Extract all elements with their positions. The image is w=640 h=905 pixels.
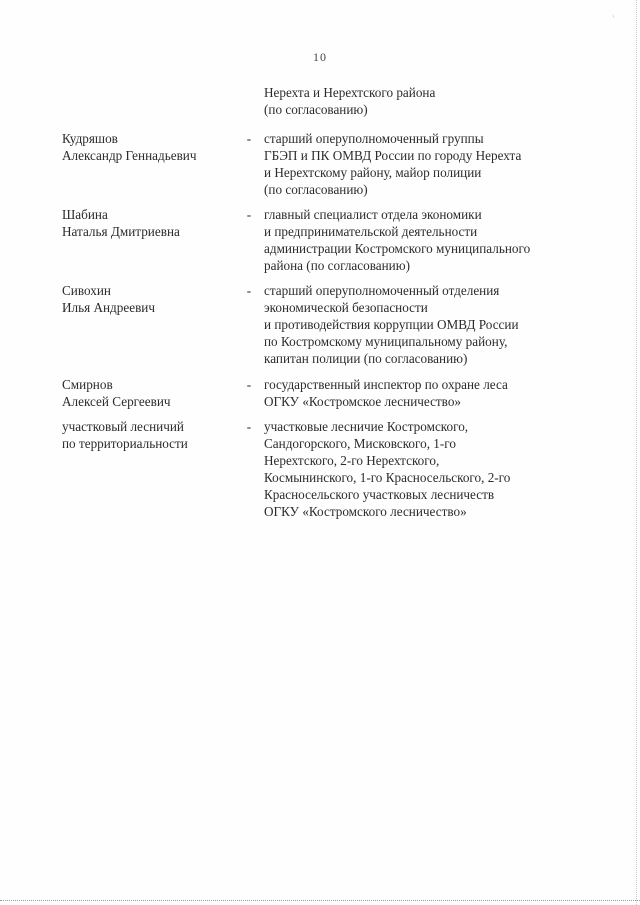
dash-separator: - (246, 207, 252, 222)
page-number: 10 (313, 50, 327, 64)
name-line: по территориальности (62, 436, 188, 451)
name-line: Наталья Дмитриевна (62, 224, 180, 239)
name-line: участковый лесничий (62, 419, 184, 434)
role-line: старший оперуполномоченный отделения (264, 283, 500, 298)
role-line: старший оперуполномоченный группы (264, 131, 484, 146)
name-line: Кудряшов (62, 131, 118, 146)
role-line: Сандогорского, Мисковского, 1-го (264, 436, 456, 451)
member-name (62, 130, 242, 164)
role-line: участковые лесничие Костромского, (264, 419, 469, 434)
dash-separator: - (246, 377, 252, 392)
dash-separator: - (246, 283, 252, 298)
scan-edge-bottom (0, 900, 640, 901)
name-line: Смирнов (62, 377, 113, 392)
name-line: Сивохин (62, 283, 111, 298)
member-name (62, 376, 242, 410)
role-line: по Костромскому муниципальному району, (264, 334, 508, 349)
name-line: Александр Геннадьевич (62, 148, 197, 163)
member-role (264, 376, 604, 410)
text-line: (по согласованию) (264, 102, 368, 117)
text-line: Нерехта и Нерехтского района (264, 85, 436, 100)
role-line: ГБЭП и ПК ОМВД России по городу Нерехта (264, 148, 522, 163)
role-line: Красносельского участковых лесничеств (264, 487, 495, 502)
role-line: и предпринимательской деятельности (264, 224, 478, 239)
member-name (62, 282, 242, 316)
scan-edge-right (636, 0, 637, 905)
role-line: капитан полиции (по согласованию) (264, 351, 468, 366)
role-line: экономической безопасности (264, 300, 428, 315)
role-line: и противодействия коррупции ОМВД России (264, 317, 519, 332)
role-line: ОГКУ «Костромского лесничество» (264, 504, 467, 519)
dash-separator: - (246, 131, 252, 146)
member-name (62, 206, 242, 240)
member-role (264, 130, 604, 198)
role-line: администрации Костромского муниципального (264, 241, 531, 256)
role-line: (по согласованию) (264, 182, 368, 197)
role-line: и Нерехтскому району, майор полиции (264, 165, 482, 180)
member-role (264, 206, 604, 274)
role-line: главный специалист отдела экономики (264, 207, 482, 222)
name-line: Илья Андреевич (62, 300, 155, 315)
role-line: государственный инспектор по охране леса (264, 377, 508, 392)
member-role (264, 282, 604, 367)
role-line: района (по согласованию) (264, 258, 410, 273)
member-name (62, 418, 242, 452)
continuation-text (264, 84, 584, 118)
name-line: Шабина (62, 207, 108, 222)
dash-separator: - (246, 419, 252, 434)
name-line: Алексей Сергеевич (62, 394, 171, 409)
member-role (264, 418, 604, 520)
role-line: ОГКУ «Костромское лесничество» (264, 394, 462, 409)
role-line: Нерехтского, 2-го Нерехтского, (264, 453, 440, 468)
role-line: Космынинского, 1-го Красносельского, 2-го (264, 470, 511, 485)
corner-mark: ' (612, 14, 614, 24)
